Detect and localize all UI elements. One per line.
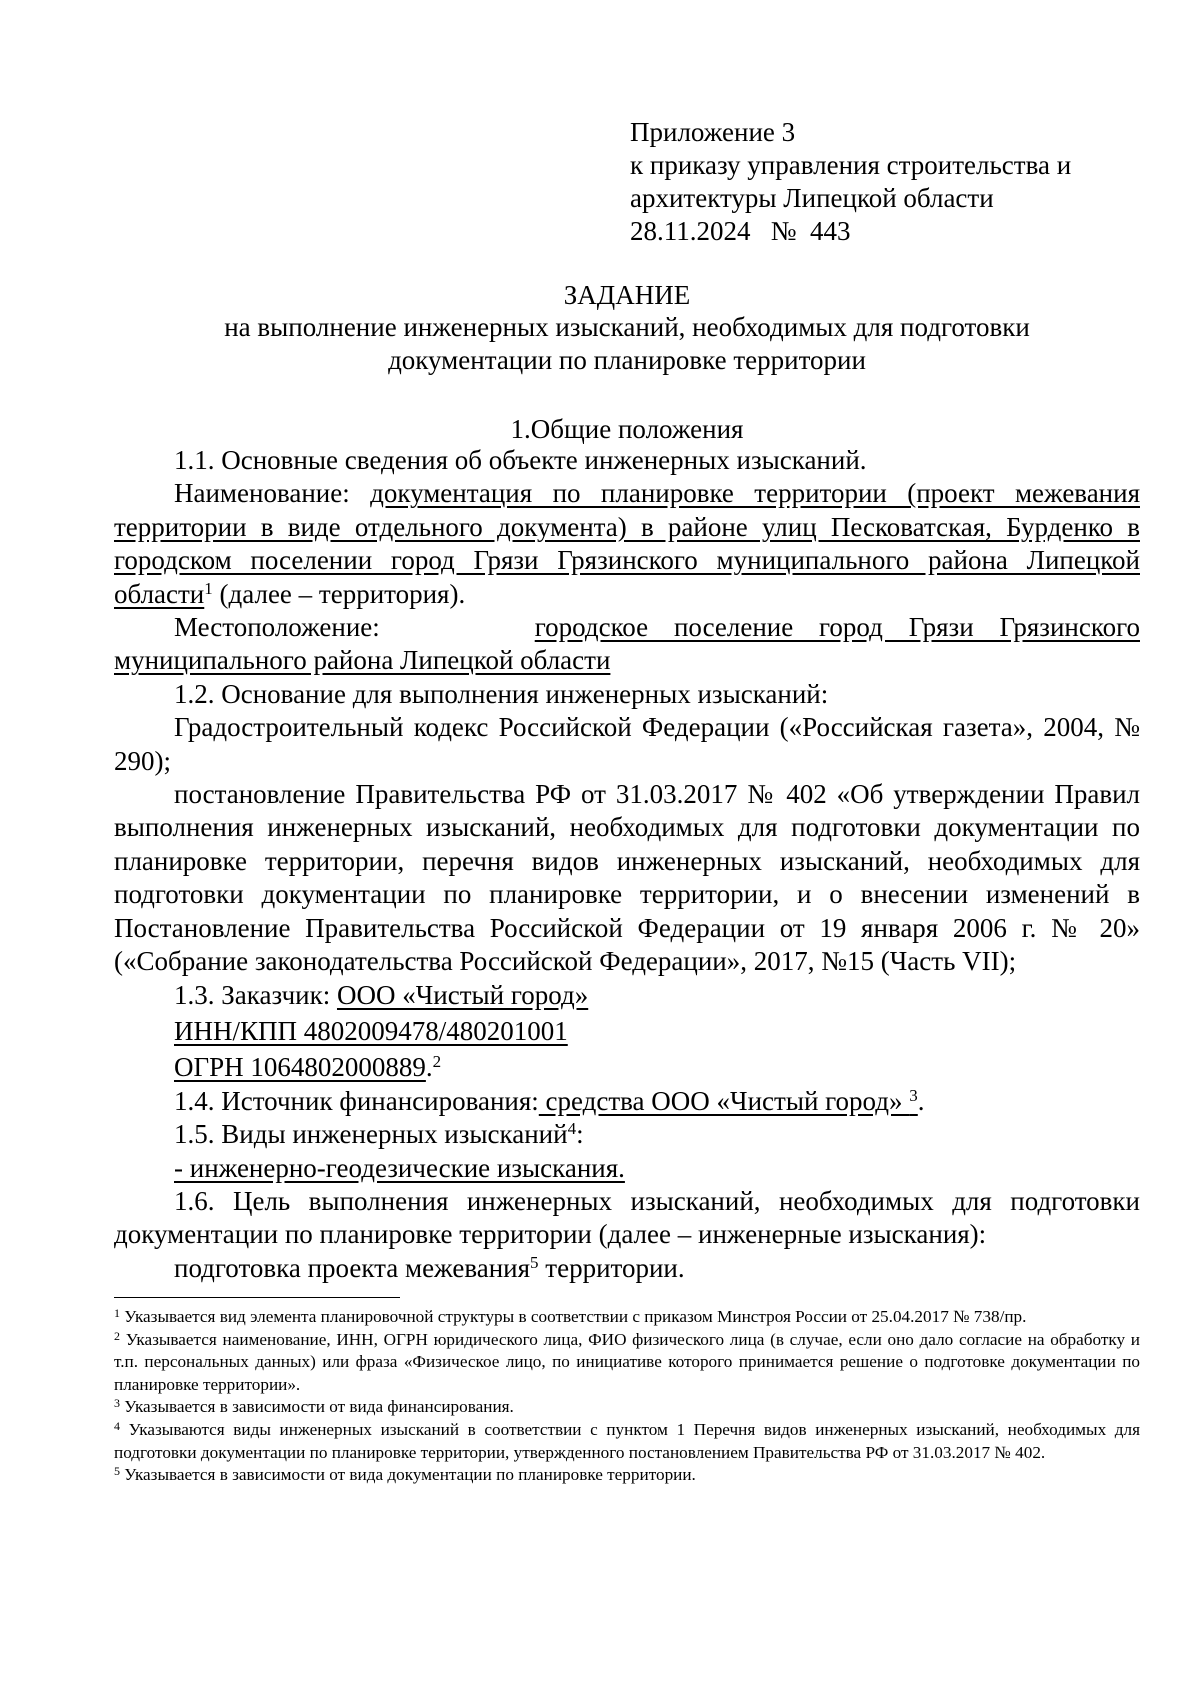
purpose-paragraph: 1.6. Цель выполнения инженерных изысканий, необходимых для подготовки документации по планировке территории (далее – инженерные изыскания): (114, 1185, 1140, 1250)
footnote-text: Указывается вид элемента планировочной структуры в соответствии с приказом Минстроя России от 25.04.2017 № 738/пр. (120, 1307, 1027, 1326)
paragraph-1-2: 1.2. Основание для выполнения инженерных изысканий: (174, 678, 829, 709)
survey-types-colon: : (576, 1119, 584, 1150)
appendix-label: Приложение 3 (630, 117, 796, 147)
footnote-text: Указывается наименование, ИНН, ОГРН юридического лица, ФИО физического лица (в случае, если оно дало согласие на обработку и т.п. персональных данных) или фраза «Физическое лицо, по инициативе которого принимается решение о подготовке документации по планировке территории». (114, 1329, 1140, 1394)
funding-value-text: средства ООО «Чистый город» (538, 1085, 910, 1116)
inn-line (114, 1015, 1140, 1048)
paragraph-1-1: 1.1. Основные сведения об объекте инженерных изысканий. (174, 445, 867, 475)
footnote-separator (114, 1297, 400, 1298)
purpose-value (114, 1252, 1140, 1285)
funding-tail: . (917, 1085, 925, 1116)
footnote-ref-2: 2 (432, 1052, 442, 1072)
basis-government-decree: постановление Правительства РФ от 31.03.2017 № 402 «Об утверждении Правил выполнения инженерных изысканий, необходимых для подготовки документации по планировке территории, перечня видов инженерных изысканий, необходимых для подготовки документации по планировке территории, и о внесении изменений в Постановление Правительства Российской Федерации от 19 января 2006 г. № 20» («Собрание законодательства Российской Федерации», 2017, №15 (Часть VII); (114, 779, 1140, 977)
customer-ogrn: ОГРН 1064802000889 (174, 1052, 426, 1083)
footnote-1 (114, 1306, 1140, 1329)
funding-label: 1.4. Источник финансирования: (174, 1085, 539, 1116)
authority-name: архитектуры Липецкой области (630, 183, 994, 213)
purpose-value-a: подготовка проекта межевания (174, 1252, 531, 1283)
approval-block (630, 116, 1170, 248)
object-name-value: документация по планировке территории (проект межевания территории в виде отдельного документа) в районе улиц Песковатская, Бурденко в городском поселении город Грязи Грязинского муниципального района Липецкой области (114, 478, 1140, 609)
footnote-text: Указывается в зависимости от вида документации по планировке территории. (120, 1465, 696, 1485)
footnote-text: Указываются виды инженерных изысканий в соответствии с пунктом 1 Перечня видов инженерных изысканий, необходимых для подготовки документации по планировке территории, утвержденного постановлением Правительства РФ от 31.03.2017 № 402. (114, 1419, 1140, 1462)
order-number: 443 (810, 216, 851, 246)
document-body (114, 444, 1140, 1285)
order-date-number (630, 215, 1170, 248)
footnote-ref-4: 4 (567, 1119, 577, 1139)
footnote-number: 1 (114, 1306, 120, 1320)
customer-line (114, 979, 1140, 1012)
survey-type-item (114, 1152, 1140, 1185)
funding-value (539, 1086, 918, 1116)
customer-value: ООО «Чистый город» (336, 979, 589, 1010)
object-name-tail: (далее – территория). (212, 578, 466, 609)
number-sign: № (770, 216, 797, 246)
location-line (114, 611, 1140, 644)
location-label: Местоположение: (174, 612, 380, 643)
section-heading: 1.Общие положения (510, 414, 744, 444)
footnote-ref-3: 3 (909, 1085, 918, 1105)
footnote-number: 2 (114, 1328, 120, 1343)
document-subtitle-line2: документации по планировке территории (388, 345, 866, 375)
footnote-5 (114, 1464, 1140, 1487)
customer-label: 1.3. Заказчик: (174, 979, 337, 1010)
ogrn-tail: . (425, 1052, 433, 1083)
footnote-4 (114, 1419, 1140, 1464)
footnote-number: 5 (114, 1464, 120, 1479)
survey-type-value: - инженерно-геодезические изыскания. (174, 1152, 625, 1183)
footnotes (114, 1306, 1140, 1487)
location-value-line2: муниципального района Липецкой области (114, 645, 611, 676)
footnote-3 (114, 1396, 1140, 1419)
footnote-text: Указывается в зависимости от вида финансирования. (120, 1397, 514, 1417)
location-continuation (114, 644, 1140, 677)
location-value-line1: городское поселение город Грязи Грязинского (534, 612, 1140, 643)
object-name-label: Наименование: (174, 478, 371, 509)
purpose-value-b: территории. (538, 1252, 685, 1283)
funding-line (114, 1085, 1140, 1118)
order-date: 28.11.2024 (630, 216, 751, 246)
object-name-paragraph (114, 477, 1140, 611)
footnote-number: 4 (114, 1418, 120, 1433)
footnote-ref-1: 1 (204, 578, 213, 598)
order-reference: к приказу управления строительства и (630, 150, 1072, 180)
basis-urban-code: Градостроительный кодекс Российской Федерации («Российская газета», 2004, № 290); (114, 712, 1140, 776)
document-title: ЗАДАНИЕ (563, 280, 691, 310)
footnote-number: 3 (114, 1396, 120, 1411)
survey-types-line (114, 1118, 1140, 1151)
footnote-ref-5: 5 (530, 1252, 539, 1272)
ogrn-line (114, 1051, 1140, 1084)
customer-inn: ИНН/КПП 4802009478/480201001 (174, 1015, 568, 1046)
document-subtitle-line1: на выполнение инженерных изысканий, необходимых для подготовки (224, 312, 1030, 342)
footnote-2 (114, 1329, 1140, 1397)
survey-types-label: 1.5. Виды инженерных изысканий (174, 1119, 568, 1150)
